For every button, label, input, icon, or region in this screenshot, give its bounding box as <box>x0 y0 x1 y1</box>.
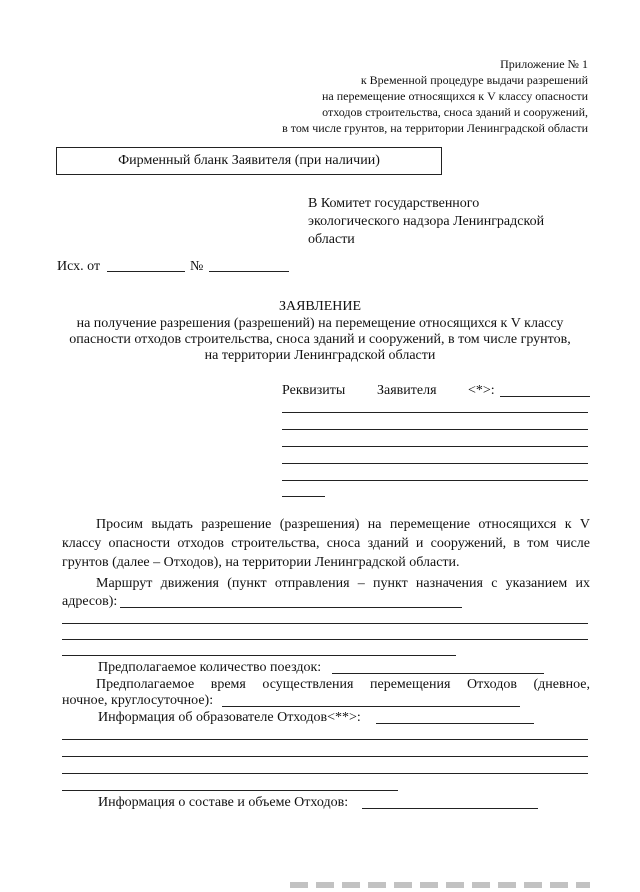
addressee-line-3: области <box>308 232 355 247</box>
outgoing-date-field <box>107 271 185 272</box>
requisites-word-2: Заявителя <box>377 383 437 398</box>
appendix-line-1: Приложение № 1 <box>500 57 588 71</box>
route-line <box>62 623 588 624</box>
outgoing-number-field <box>209 271 289 272</box>
route-line-2: адресов): <box>62 594 118 609</box>
requisites-line <box>282 480 588 481</box>
appendix-line-2: к Временной процедуре выдачи разрешений <box>360 73 588 87</box>
outgoing-number-sign: № <box>190 259 204 274</box>
generator-label: Информация об образователе Отходов<**>: <box>98 710 361 725</box>
time-line-1: Предполагаемое время осуществления перемещения Отходов (дневное, <box>96 677 590 692</box>
composition-label: Информация о составе и объеме Отходов: <box>98 795 349 810</box>
generator-line <box>62 756 588 757</box>
requisites-line-short <box>282 496 325 497</box>
composition-field-line <box>362 808 538 809</box>
appendix-line-4: отходов строительства, сноса зданий и сооружений, <box>322 105 588 119</box>
generator-line-short <box>62 790 398 791</box>
trips-field-line <box>332 673 544 674</box>
generator-line <box>62 739 588 740</box>
generator-field-line <box>376 723 534 724</box>
requisites-line <box>282 412 588 413</box>
appendix-line-5: в том числе грунтов, на территории Ленинградской области <box>282 121 588 135</box>
request-paragraph: Просим выдать разрешение (разрешения) на перемещение относящихся к V классу опасности отходов строительства, сноса зданий и сооружений, в том числе грунтов (далее – Отходов), на территории Ленинградской области. <box>62 517 590 570</box>
time-field-line <box>222 706 520 707</box>
requisites-line <box>282 446 588 447</box>
title-line-1: на получение разрешения (разрешений) на перемещение относящихся к V классу <box>76 316 564 331</box>
outgoing-label: Исх. от <box>57 259 101 274</box>
requisites-word-1: Реквизиты <box>282 383 346 398</box>
time-line-2: ночное, круглосуточное): <box>62 693 214 708</box>
letterhead-box <box>56 147 442 175</box>
requisites-mark: <*>: <box>468 383 495 398</box>
addressee-line-1: В Комитет государственного <box>308 196 480 211</box>
generator-line <box>62 773 588 774</box>
letterhead-label: Фирменный бланк Заявителя (при наличии) <box>118 153 380 168</box>
scan-artifact <box>290 882 590 888</box>
addressee-line-2: экологического надзора Ленинградской <box>308 214 545 229</box>
route-line-1: Маршрут движения (пункт отправления – пункт назначения с указанием их <box>96 576 590 591</box>
route-line-short <box>62 655 456 656</box>
route-field-line <box>120 607 462 608</box>
route-line <box>62 639 588 640</box>
requisites-line <box>282 429 588 430</box>
title-line-3: на территории Ленинградской области <box>204 348 436 363</box>
requisites-line <box>282 463 588 464</box>
appendix-line-3: на перемещение относящихся к V классу опасности <box>322 89 588 103</box>
trips-label: Предполагаемое количество поездок: <box>98 660 322 675</box>
requisites-field-line <box>500 396 590 397</box>
title-line-2: опасности отходов строительства, сноса зданий и сооружений, в том числе грунтов, <box>69 332 571 347</box>
document-title: ЗАЯВЛЕНИЕ <box>278 299 362 314</box>
